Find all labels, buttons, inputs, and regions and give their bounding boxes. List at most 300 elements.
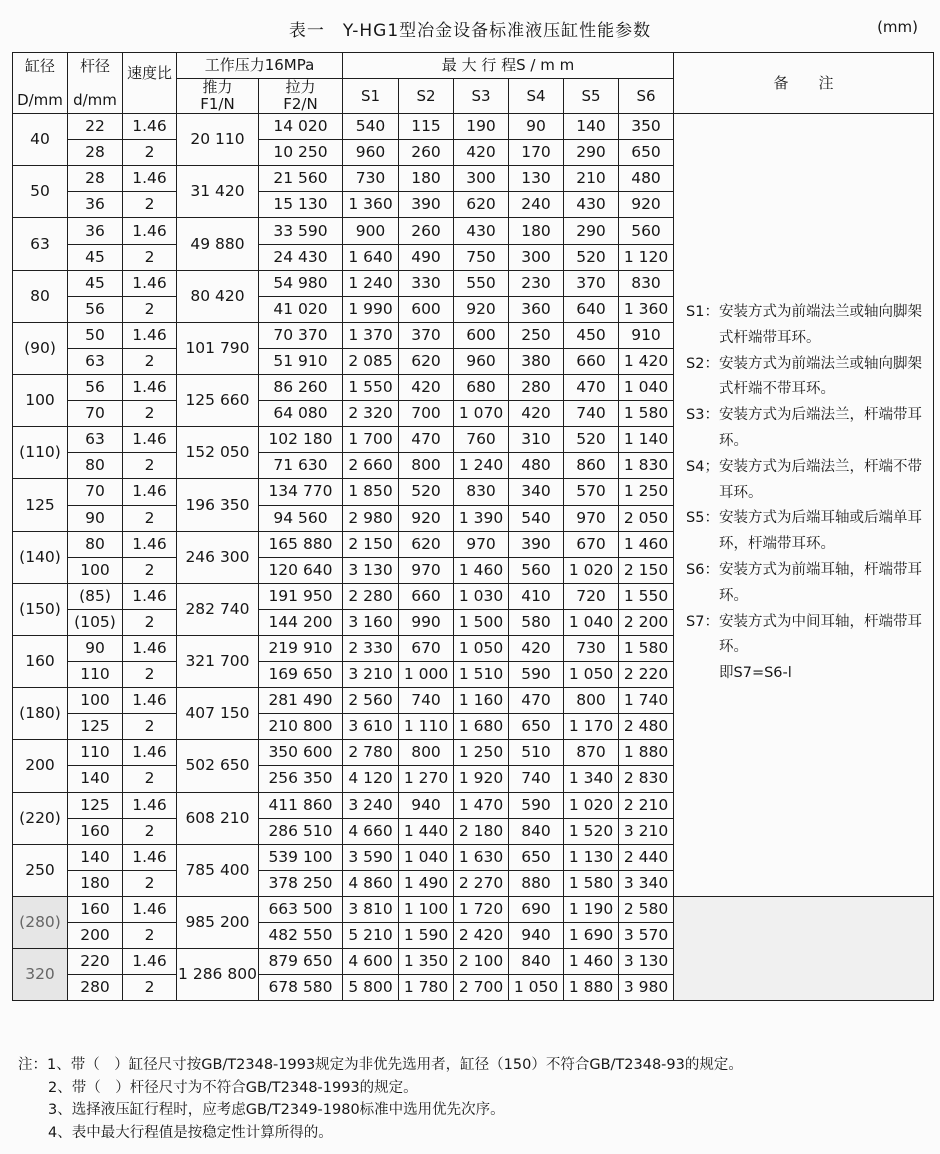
rod-cell: 36	[68, 218, 123, 244]
pull-cell: 41 020	[259, 296, 343, 322]
ratio-cell: 2	[123, 453, 177, 479]
ratio-cell: 2	[123, 348, 177, 374]
rod-cell: 100	[68, 688, 123, 714]
push-cell: 31 420	[177, 166, 259, 218]
stroke-s6-cell: 2 200	[619, 609, 674, 635]
rod-cell: 90	[68, 635, 123, 661]
stroke-s6-cell: 1 580	[619, 401, 674, 427]
pull-cell: 21 560	[259, 166, 343, 192]
pull-cell: 10 250	[259, 140, 343, 166]
stroke-s6-cell: 1 120	[619, 244, 674, 270]
push-cell: 49 880	[177, 218, 259, 270]
stroke-s5-cell: 520	[564, 244, 619, 270]
remark-label: S3：	[686, 407, 719, 424]
stroke-s5-cell: 210	[564, 166, 619, 192]
remark-text: 安装方式为前端法兰或轴向脚架式杆端带耳环。	[718, 304, 922, 346]
stroke-s2-cell: 1 110	[399, 714, 454, 740]
rod-cell: 50	[68, 322, 123, 348]
stroke-s4-cell: 940	[509, 923, 564, 949]
header-bore	[13, 53, 68, 114]
stroke-s1-cell: 1 640	[343, 244, 399, 270]
rod-cell: 36	[68, 192, 123, 218]
stroke-s1-cell: 1 990	[343, 296, 399, 322]
rod-cell: 220	[68, 949, 123, 975]
stroke-s3-cell: 1 680	[454, 714, 509, 740]
stroke-s2-cell: 1 040	[399, 844, 454, 870]
stroke-s3-cell: 1 720	[454, 896, 509, 922]
stroke-s5-cell: 870	[564, 740, 619, 766]
header-push-label: 推力	[202, 78, 233, 97]
stroke-s6-cell: 1 250	[619, 479, 674, 505]
stroke-s1-cell: 2 560	[343, 688, 399, 714]
bore-cell: 320	[13, 949, 68, 1001]
ratio-cell: 2	[123, 192, 177, 218]
stroke-s5-cell: 1 880	[564, 975, 619, 1001]
stroke-s6-cell: 2 580	[619, 896, 674, 922]
stroke-s3-cell: 1 500	[454, 609, 509, 635]
remark-text: 安装方式为后端法兰，杆端带耳环。	[718, 407, 922, 450]
pull-cell: 102 180	[259, 427, 343, 453]
stroke-s6-cell: 2 480	[619, 714, 674, 740]
pull-cell: 71 630	[259, 453, 343, 479]
stroke-s1-cell: 3 160	[343, 609, 399, 635]
stroke-s4-cell: 840	[509, 818, 564, 844]
stroke-s1-cell: 3 240	[343, 792, 399, 818]
stroke-s5-cell: 1 130	[564, 844, 619, 870]
stroke-s5-cell: 430	[564, 192, 619, 218]
rod-cell: 90	[68, 505, 123, 531]
stroke-s1-cell: 1 550	[343, 375, 399, 401]
stroke-s6-cell: 1 740	[619, 688, 674, 714]
push-cell: 502 650	[177, 740, 259, 792]
stroke-s6-cell: 1 460	[619, 531, 674, 557]
stroke-s3-cell: 1 510	[454, 662, 509, 688]
stroke-s2-cell: 1 490	[399, 870, 454, 896]
remark-item	[686, 506, 929, 558]
remark-label: S1：	[686, 304, 719, 321]
pull-cell: 51 910	[259, 348, 343, 374]
stroke-s4-cell: 690	[509, 896, 564, 922]
rod-cell: 200	[68, 923, 123, 949]
stroke-s5-cell: 1 690	[564, 923, 619, 949]
stroke-s2-cell: 1 590	[399, 923, 454, 949]
ratio-cell: 1.46	[123, 635, 177, 661]
bore-cell: 50	[13, 166, 68, 218]
stroke-s5-cell: 800	[564, 688, 619, 714]
rod-cell: 28	[68, 166, 123, 192]
pull-cell: 281 490	[259, 688, 343, 714]
stroke-s4-cell: 510	[509, 740, 564, 766]
stroke-s5-cell: 740	[564, 401, 619, 427]
stroke-s2-cell: 1 100	[399, 896, 454, 922]
rod-cell: 110	[68, 662, 123, 688]
pull-cell: 94 560	[259, 505, 343, 531]
table-row	[13, 896, 934, 922]
header-stroke-s4: S4	[509, 79, 564, 114]
stroke-s6-cell: 2 220	[619, 662, 674, 688]
stroke-s2-cell: 700	[399, 401, 454, 427]
pull-cell: 24 430	[259, 244, 343, 270]
stroke-s1-cell: 2 085	[343, 348, 399, 374]
rod-cell: 56	[68, 375, 123, 401]
bore-cell: 200	[13, 740, 68, 792]
bore-cell: 250	[13, 844, 68, 896]
stroke-s2-cell: 600	[399, 296, 454, 322]
stroke-s1-cell: 2 280	[343, 583, 399, 609]
header-stroke-s2: S2	[399, 79, 454, 114]
rod-cell: 160	[68, 818, 123, 844]
ratio-cell: 1.46	[123, 479, 177, 505]
remark-label: S5：	[686, 510, 719, 527]
header-bore-label: 缸径	[24, 56, 55, 75]
ratio-cell: 2	[123, 818, 177, 844]
stroke-s2-cell: 1 780	[399, 975, 454, 1001]
stroke-s4-cell: 230	[509, 270, 564, 296]
stroke-s3-cell: 2 700	[454, 975, 509, 1001]
rod-cell: 125	[68, 714, 123, 740]
ratio-cell: 1.46	[123, 166, 177, 192]
remark-item	[686, 558, 929, 610]
header-rod	[68, 53, 123, 114]
remark-text: 安装方式为中间耳轴，杆端带耳环。	[718, 613, 922, 656]
ratio-cell: 1.46	[123, 375, 177, 401]
stroke-s1-cell: 2 150	[343, 531, 399, 557]
bore-cell: 125	[13, 479, 68, 531]
stroke-s4-cell: 280	[509, 375, 564, 401]
stroke-s1-cell: 4 120	[343, 766, 399, 792]
ratio-cell: 1.46	[123, 531, 177, 557]
rod-cell: 63	[68, 348, 123, 374]
header-stroke-s6: S6	[619, 79, 674, 114]
pull-cell: 378 250	[259, 870, 343, 896]
ratio-cell: 2	[123, 609, 177, 635]
stroke-s1-cell: 3 810	[343, 896, 399, 922]
stroke-s4-cell: 410	[509, 583, 564, 609]
remarks-cell	[674, 114, 934, 897]
header-bore-unit: D/mm	[17, 90, 63, 109]
bore-cell: (110)	[13, 427, 68, 479]
pull-cell: 54 980	[259, 270, 343, 296]
stroke-s4-cell: 170	[509, 140, 564, 166]
stroke-s2-cell: 1 440	[399, 818, 454, 844]
stroke-s1-cell: 4 600	[343, 949, 399, 975]
footnote-1: 注：1、带（ ）缸径尺寸按GB/T2348-1993规定为非优先选用者，缸径（150）不符合GB/T2348-93的规定。	[18, 1057, 743, 1073]
remark-item	[686, 300, 929, 352]
header-max-stroke: 最 大 行 程S / m m	[343, 53, 674, 79]
stroke-s6-cell: 560	[619, 218, 674, 244]
stroke-s1-cell: 2 330	[343, 635, 399, 661]
stroke-s2-cell: 620	[399, 531, 454, 557]
pull-cell: 219 910	[259, 635, 343, 661]
stroke-s3-cell: 430	[454, 218, 509, 244]
rod-cell: (105)	[68, 609, 123, 635]
stroke-s6-cell: 1 580	[619, 635, 674, 661]
remark-text: 安装方式为前端法兰或轴向脚架式杆端不带耳环。	[718, 355, 922, 398]
ratio-cell: 1.46	[123, 792, 177, 818]
stroke-s5-cell: 860	[564, 453, 619, 479]
stroke-s5-cell: 1 170	[564, 714, 619, 740]
stroke-s2-cell: 1 270	[399, 766, 454, 792]
header-push	[177, 79, 259, 114]
bore-cell: (90)	[13, 322, 68, 374]
stroke-s2-cell: 620	[399, 348, 454, 374]
stroke-s6-cell: 1 830	[619, 453, 674, 479]
rod-cell: 80	[68, 453, 123, 479]
stroke-s3-cell: 1 920	[454, 766, 509, 792]
pull-cell: 482 550	[259, 923, 343, 949]
stroke-s4-cell: 580	[509, 609, 564, 635]
stroke-s4-cell: 740	[509, 766, 564, 792]
stroke-s5-cell: 140	[564, 114, 619, 140]
rod-cell: 125	[68, 792, 123, 818]
pull-cell: 286 510	[259, 818, 343, 844]
push-cell: 101 790	[177, 322, 259, 374]
stroke-s1-cell: 2 980	[343, 505, 399, 531]
ratio-cell: 1.46	[123, 114, 177, 140]
ratio-cell: 2	[123, 662, 177, 688]
ratio-cell: 1.46	[123, 427, 177, 453]
pull-cell: 144 200	[259, 609, 343, 635]
remark-label: S6：	[686, 562, 719, 579]
header-pressure: 工作压力16MPa	[177, 53, 343, 79]
stroke-s3-cell: 2 100	[454, 949, 509, 975]
unit-label: (mm)	[877, 18, 918, 36]
header-pull-unit: F2/N	[283, 95, 318, 114]
push-cell: 407 150	[177, 688, 259, 740]
stroke-s5-cell: 1 460	[564, 949, 619, 975]
ratio-cell: 1.46	[123, 844, 177, 870]
stroke-s1-cell: 1 240	[343, 270, 399, 296]
bore-cell: (280)	[13, 896, 68, 948]
remark-text: 安装方式为后端耳轴或后端单耳环，杆端带耳环。	[718, 510, 922, 553]
stroke-s3-cell: 620	[454, 192, 509, 218]
pull-cell: 663 500	[259, 896, 343, 922]
stroke-s1-cell: 5 210	[343, 923, 399, 949]
header-pull-label: 拉力	[285, 78, 316, 97]
stroke-s4-cell: 560	[509, 557, 564, 583]
push-cell: 321 700	[177, 635, 259, 687]
stroke-s4-cell: 420	[509, 401, 564, 427]
header-rod-unit: d/mm	[73, 90, 117, 109]
stroke-s4-cell: 240	[509, 192, 564, 218]
ratio-cell: 2	[123, 766, 177, 792]
header-speed-ratio: 速度比	[123, 53, 177, 114]
remark-item	[686, 352, 929, 404]
remark-label: S2：	[686, 355, 719, 372]
footnote-2: 2、带（ ）杆径尺寸为不符合GB/T2348-1993的规定。	[48, 1079, 418, 1096]
stroke-s2-cell: 370	[399, 322, 454, 348]
ratio-cell: 1.46	[123, 322, 177, 348]
stroke-s3-cell: 920	[454, 296, 509, 322]
stroke-s6-cell: 830	[619, 270, 674, 296]
stroke-s3-cell: 600	[454, 322, 509, 348]
stroke-s1-cell: 3 610	[343, 714, 399, 740]
ratio-cell: 1.46	[123, 270, 177, 296]
ratio-cell: 2	[123, 296, 177, 322]
stroke-s4-cell: 310	[509, 427, 564, 453]
rod-cell: 160	[68, 896, 123, 922]
stroke-s5-cell: 970	[564, 505, 619, 531]
pull-cell: 70 370	[259, 322, 343, 348]
stroke-s5-cell: 1 190	[564, 896, 619, 922]
stroke-s2-cell: 920	[399, 505, 454, 531]
push-cell: 152 050	[177, 427, 259, 479]
stroke-s1-cell: 540	[343, 114, 399, 140]
stroke-s6-cell: 2 440	[619, 844, 674, 870]
bore-cell: (140)	[13, 531, 68, 583]
rod-cell: 140	[68, 766, 123, 792]
rod-cell: 45	[68, 244, 123, 270]
stroke-s2-cell: 970	[399, 557, 454, 583]
ratio-cell: 2	[123, 401, 177, 427]
pull-cell: 120 640	[259, 557, 343, 583]
stroke-s1-cell: 2 660	[343, 453, 399, 479]
stroke-s3-cell: 550	[454, 270, 509, 296]
ratio-cell: 2	[123, 244, 177, 270]
stroke-s5-cell: 570	[564, 479, 619, 505]
stroke-s2-cell: 115	[399, 114, 454, 140]
stroke-s2-cell: 330	[399, 270, 454, 296]
stroke-s5-cell: 1 020	[564, 557, 619, 583]
stroke-s1-cell: 3 210	[343, 662, 399, 688]
stroke-s6-cell: 3 340	[619, 870, 674, 896]
pull-cell: 15 130	[259, 192, 343, 218]
ratio-cell: 2	[123, 975, 177, 1001]
stroke-s5-cell: 1 040	[564, 609, 619, 635]
stroke-s3-cell: 2 270	[454, 870, 509, 896]
pull-cell: 14 020	[259, 114, 343, 140]
remark-text: 安装方式为前端耳轴，杆端带耳环。	[718, 562, 922, 604]
header-rod-label: 杆径	[79, 56, 110, 75]
stroke-s3-cell: 1 630	[454, 844, 509, 870]
pull-cell: 169 650	[259, 662, 343, 688]
stroke-s5-cell: 1 580	[564, 870, 619, 896]
stroke-s6-cell: 480	[619, 166, 674, 192]
pull-cell: 539 100	[259, 844, 343, 870]
footnote-3: 3、选择液压缸行程时，应考虑GB/T2349-1980标准中选用优先次序。	[48, 1102, 505, 1118]
push-cell: 608 210	[177, 792, 259, 844]
stroke-s2-cell: 940	[399, 792, 454, 818]
stroke-s4-cell: 1 050	[509, 975, 564, 1001]
rod-cell: 22	[68, 114, 123, 140]
header-push-unit: F1/N	[200, 95, 235, 114]
stroke-s6-cell: 1 360	[619, 296, 674, 322]
rod-cell: 70	[68, 401, 123, 427]
stroke-s2-cell: 800	[399, 740, 454, 766]
stroke-s4-cell: 420	[509, 635, 564, 661]
pull-cell: 191 950	[259, 583, 343, 609]
stroke-s5-cell: 470	[564, 375, 619, 401]
header-remarks: 备 注	[674, 53, 934, 114]
stroke-s6-cell: 920	[619, 192, 674, 218]
header-stroke-s3: S3	[454, 79, 509, 114]
stroke-s6-cell: 2 830	[619, 766, 674, 792]
stroke-s3-cell: 750	[454, 244, 509, 270]
stroke-s4-cell: 360	[509, 296, 564, 322]
stroke-s4-cell: 540	[509, 505, 564, 531]
push-cell: 125 660	[177, 375, 259, 427]
push-cell: 20 110	[177, 114, 259, 166]
stroke-s6-cell: 2 210	[619, 792, 674, 818]
stroke-s3-cell: 2 420	[454, 923, 509, 949]
stroke-s5-cell: 1 050	[564, 662, 619, 688]
stroke-s3-cell: 300	[454, 166, 509, 192]
stroke-s2-cell: 470	[399, 427, 454, 453]
stroke-s4-cell: 470	[509, 688, 564, 714]
stroke-s3-cell: 2 180	[454, 818, 509, 844]
stroke-s2-cell: 660	[399, 583, 454, 609]
stroke-s1-cell: 1 370	[343, 322, 399, 348]
rod-cell: 70	[68, 479, 123, 505]
stroke-s2-cell: 800	[399, 453, 454, 479]
footnotes	[18, 1054, 743, 1144]
rod-cell: 180	[68, 870, 123, 896]
stroke-s1-cell: 3 590	[343, 844, 399, 870]
stroke-s5-cell: 1 020	[564, 792, 619, 818]
stroke-s1-cell: 1 360	[343, 192, 399, 218]
stroke-s2-cell: 740	[399, 688, 454, 714]
stroke-s4-cell: 880	[509, 870, 564, 896]
header-stroke-s5: S5	[564, 79, 619, 114]
rod-cell: 140	[68, 844, 123, 870]
remark-label: S4；	[686, 458, 719, 475]
stroke-s4-cell: 390	[509, 531, 564, 557]
stroke-s6-cell: 2 150	[619, 557, 674, 583]
stroke-s1-cell: 1 700	[343, 427, 399, 453]
stroke-s5-cell: 1 340	[564, 766, 619, 792]
remark-text: 安装方式为后端法兰，杆端不带耳环。	[718, 458, 922, 501]
stroke-s1-cell: 1 850	[343, 479, 399, 505]
remark-formula: 即S7=S6-l	[719, 665, 792, 682]
pull-cell: 210 800	[259, 714, 343, 740]
stroke-s5-cell: 290	[564, 218, 619, 244]
stroke-s3-cell: 680	[454, 375, 509, 401]
pull-cell: 411 860	[259, 792, 343, 818]
stroke-s1-cell: 2 780	[343, 740, 399, 766]
stroke-s5-cell: 720	[564, 583, 619, 609]
bore-cell: (180)	[13, 688, 68, 740]
stroke-s4-cell: 250	[509, 322, 564, 348]
stroke-s1-cell: 2 320	[343, 401, 399, 427]
stroke-s1-cell: 730	[343, 166, 399, 192]
stroke-s3-cell: 190	[454, 114, 509, 140]
pull-cell: 350 600	[259, 740, 343, 766]
stroke-s4-cell: 130	[509, 166, 564, 192]
ratio-cell: 1.46	[123, 896, 177, 922]
stroke-s1-cell: 960	[343, 140, 399, 166]
stroke-s5-cell: 670	[564, 531, 619, 557]
ratio-cell: 2	[123, 140, 177, 166]
stroke-s3-cell: 1 240	[454, 453, 509, 479]
stroke-s3-cell: 1 470	[454, 792, 509, 818]
pull-cell: 134 770	[259, 479, 343, 505]
stroke-s4-cell: 650	[509, 714, 564, 740]
stroke-s3-cell: 1 250	[454, 740, 509, 766]
rod-cell: 110	[68, 740, 123, 766]
stroke-s6-cell: 1 550	[619, 583, 674, 609]
push-cell: 1 286 800	[177, 949, 259, 1001]
remarks-blank-cell	[674, 896, 934, 1000]
stroke-s2-cell: 990	[399, 609, 454, 635]
rod-cell: 280	[68, 975, 123, 1001]
stroke-s4-cell: 650	[509, 844, 564, 870]
ratio-cell: 2	[123, 505, 177, 531]
ratio-cell: 2	[123, 714, 177, 740]
pull-cell: 33 590	[259, 218, 343, 244]
ratio-cell: 2	[123, 870, 177, 896]
remark-item	[686, 610, 929, 662]
rod-cell: 56	[68, 296, 123, 322]
